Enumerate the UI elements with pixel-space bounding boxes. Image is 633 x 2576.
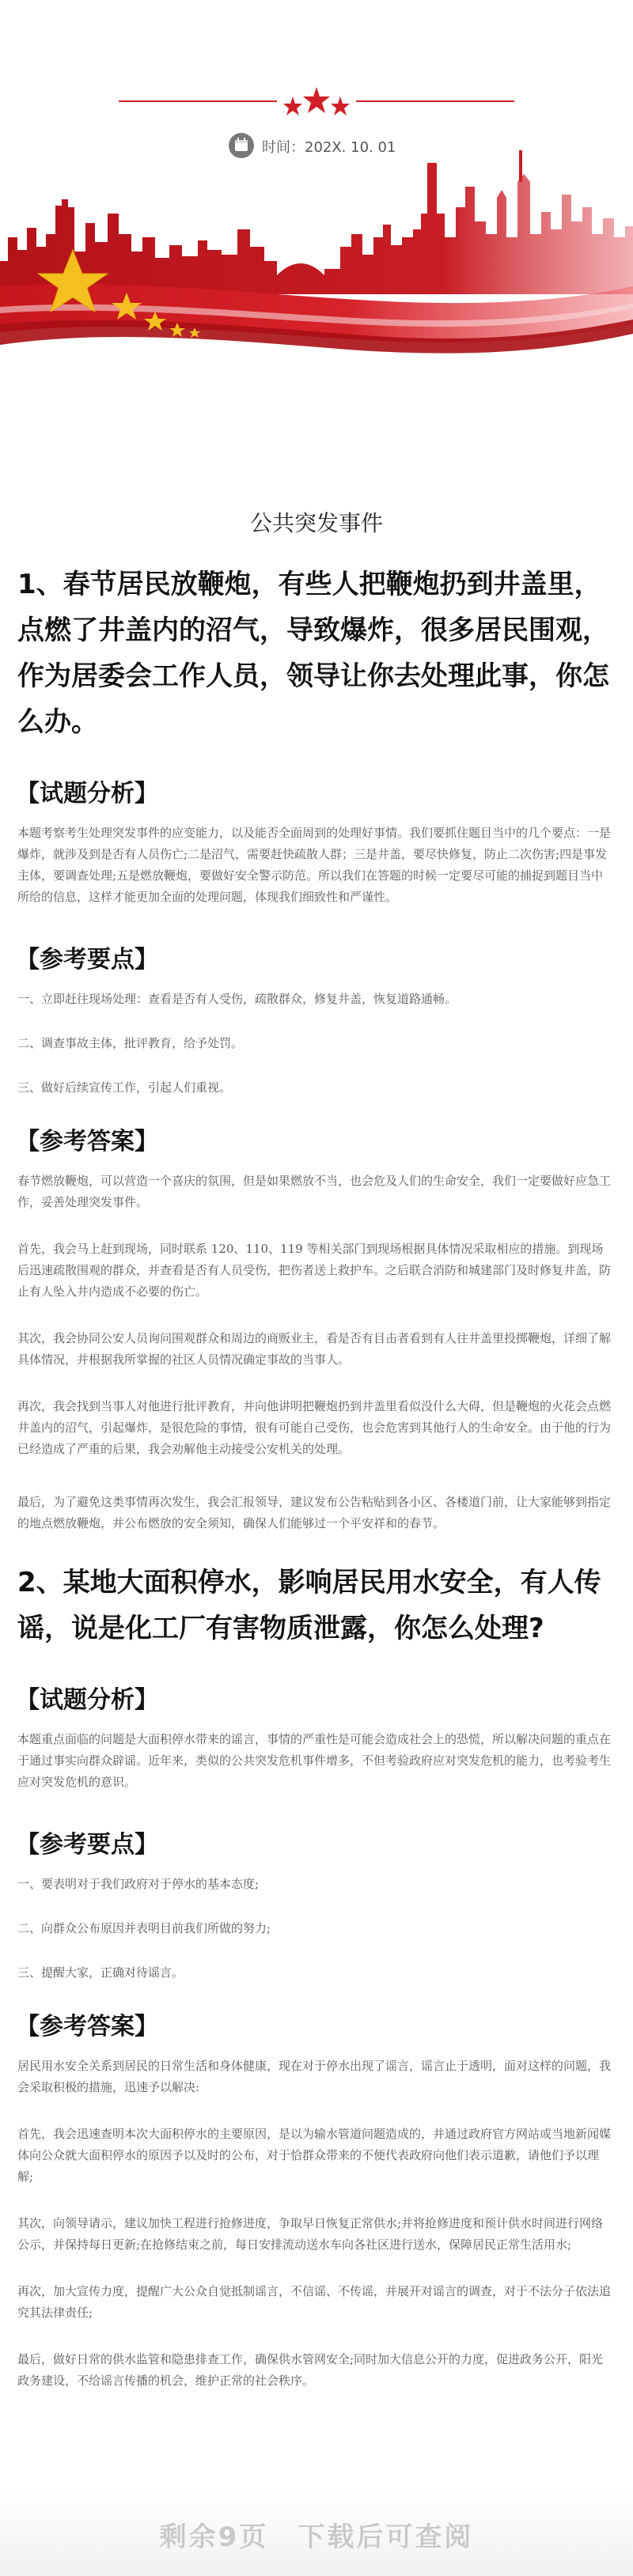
q2-analysis-heading: 【试题分析】 — [16, 1686, 158, 1714]
remaining-pages-text[interactable]: 剩余9页 下载后可查阅 — [159, 2521, 474, 2553]
q1-answer-3: 其次，我会协同公安人员询问围观群众和周边的商贩业主，看是否有目击者看到有人往井盖里投掷鞭炮，详细了解具体情况，并根据我所掌握的社区人员情况确定事故的当事人。 — [17, 1331, 612, 1367]
calendar-icon — [229, 133, 254, 158]
q1-answer-4: 再次，我会找到当事人对他进行批评教育，并向他讲明把鞭炮扔到井盖里看似没什么大碍，但是鞭炮的火花会点燃井盖内的沼气，引起爆炸，是很危险的事情，很有可能自己受伤，也会危害到其他行人的生命安全。由于他的行为已经造成了严重的后果，我会劝解他主动接受公安机关的处理。 — [17, 1399, 612, 1456]
q1-point-2: 二、调查事故主体，批评教育，给予处罚。 — [17, 1036, 244, 1050]
top-stars-ornament — [119, 87, 514, 115]
question-1: 1、春节居民放鞭炮，有些人把鞭炮扔到井盖里，点燃了井盖内的沼气，导致爆炸，很多居民围观，作为居委会工作人员，领导让你去处理此事，你怎么办。 — [17, 569, 609, 738]
download-footer[interactable] — [0, 2491, 633, 2576]
red-ribbon — [0, 284, 633, 353]
page-title: 公共突发事件 — [249, 510, 383, 536]
q1-point-1: 一、立即赶往现场处理：查看是否有人受伤，疏散群众，修复井盖，恢复道路通畅。 — [17, 992, 457, 1006]
document-body — [0, 506, 633, 2403]
q1-answer-heading: 【参考答案】 — [16, 1128, 158, 1156]
q1-point-3: 三、做好后续宣传工作，引起人们重视。 — [17, 1080, 232, 1095]
time-label: 时间：202X. 10. 01 — [262, 139, 396, 156]
q2-answer-2: 首先，我会迅速查明本次大面积停水的主要原因，是以为输水管道问题造成的，并通过政府官方网站或当地新闻媒体向公众就大面积停水的原因予以及时的公布，对于恰群众带来的不便代表政府向他们表示道歉，请他们予以理解; — [17, 2127, 612, 2184]
q2-point-2: 二、向群众公布原因并表明目前我们所做的努力; — [17, 1921, 271, 1935]
q1-points-heading: 【参考要点】 — [16, 946, 158, 974]
q2-points-heading: 【参考要点】 — [16, 1831, 158, 1859]
q2-analysis-text: 本题重点面临的问题是大面积停水带来的谣言，事情的严重性是可能会造成社会上的恐慌，所以解决问题的重点在于通过事实向群众辟谣。近年来，类似的公共突发危机事件增多，不但考验政府应对突发危机的能力，也考验考生应对突发危机的意识。 — [17, 1732, 612, 1789]
star-icon — [283, 96, 302, 115]
q2-answer-4: 再次，加大宣传力度，提醒广大公众自觉抵制谣言，不信谣、不传谣，并展开对谣言的调查，对于不法分子依法追究其法律责任; — [17, 2284, 612, 2320]
q2-answer-heading: 【参考答案】 — [16, 2013, 158, 2041]
question-2: 2、某地大面积停水，影响居民用水安全，有人传谣，说是化工厂有害物质泄露，你怎么处理? — [17, 1567, 601, 1644]
q1-answer-1: 春节燃放鞭炮，可以营造一个喜庆的氛围，但是如果燃放不当，也会危及人们的生命安全，我们一定要做好应急工作，妥善处理突发事件。 — [17, 1174, 612, 1209]
header-banner — [0, 0, 633, 372]
q2-point-3: 三、提醒大家，正确对待谣言。 — [17, 1965, 184, 1980]
q2-answer-3: 其次，向领导请示，建议加快工程进行抢修进度，争取早日恢复正常供水;并将抢修进度和预计供水时间进行网络公示，并保持每日更新;在抢修结束之前，每日安排流动送水车向各社区进行送水，保障居民正常生活用水; — [17, 2216, 604, 2252]
q2-answer-1: 居民用水安全关系到居民的日常生活和身体健康，现在对于停水出现了谣言，谣言止于透明，面对这样的问题，我会采取积极的措施，迅速予以解决: — [17, 2059, 612, 2094]
q2-point-1: 一、要表明对于我们政府对于停水的基本态度; — [17, 1877, 260, 1891]
q1-answer-2: 首先，我会马上赶到现场，同时联系 120、110、119 等相关部门到现场根据具体情况采取相应的措施。到现场后迅速疏散围观的群众，并查看是否有人员受伤，把伤者送上救护车。之后联合消防和城建部门及时修复井盖，防止有人坠入井内造成不必要的伤亡。 — [17, 1242, 612, 1299]
header-graphic — [0, 0, 633, 372]
star-icon — [331, 96, 350, 115]
q1-answer-5: 最后，为了避免这类事情再次发生，我会汇报领导，建议发布公告粘贴到各小区、各楼道门前，让大家能够到指定的地点燃放鞭炮，并公布燃放的安全须知，确保人们能够过一个平安祥和的春节。 — [17, 1495, 612, 1530]
city-skyline — [0, 150, 633, 294]
star-icon — [303, 87, 330, 113]
q1-analysis-text: 本题考察考生处理突发事件的应变能力，以及能否全面周到的处理好事情。我们要抓住题目当中的几个要点：一是爆炸，就涉及到是否有人员伤亡;二是沼气，需要赶快疏散人群；三是井盖，要尽快修复，防止二次伤害;四是事发主体，要调查处理;五是燃放鞭炮，要做好安全警示防范。所以我们在答题的时候一定要尽可能的捕捉到题目当中所给的信息，这样才能更加全面的处理问题，体现我们细致性和严谨性。 — [17, 826, 612, 904]
q2-answer-5: 最后，做好日常的供水监管和隐患排查工作，确保供水管网安全;同时加大信息公开的力度，促进政务公开，阳光政务建设，不给谣言传播的机会，维护正常的社会秩序。 — [17, 2352, 604, 2388]
q1-analysis-heading: 【试题分析】 — [16, 780, 158, 808]
